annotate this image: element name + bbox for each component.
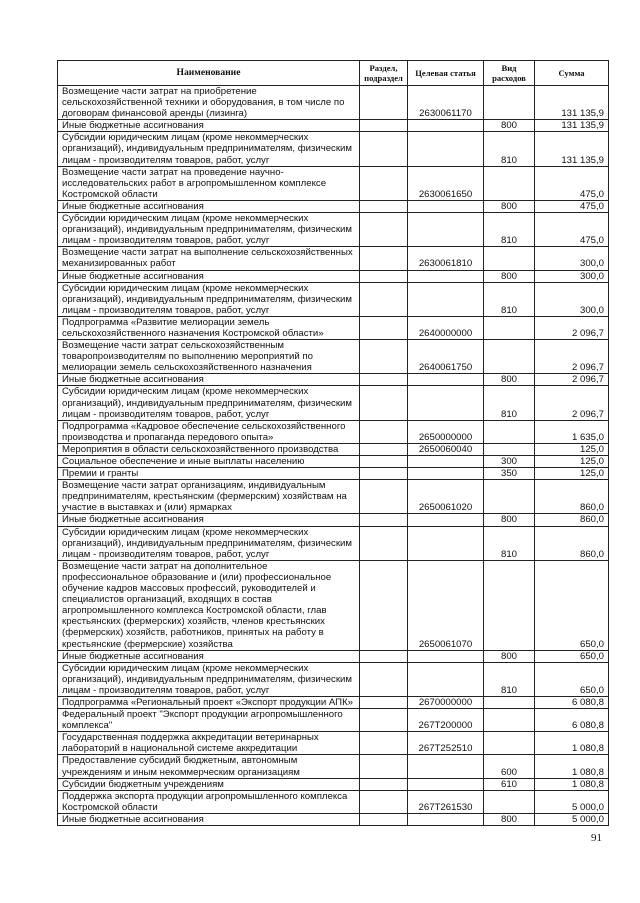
cell-section bbox=[360, 813, 408, 825]
cell-type bbox=[484, 86, 535, 120]
cell-target bbox=[408, 374, 484, 386]
cell-type: 600 bbox=[484, 755, 535, 778]
cell-section bbox=[360, 662, 408, 696]
table-row bbox=[58, 386, 609, 420]
table-row bbox=[58, 526, 609, 560]
cell-section bbox=[360, 200, 408, 212]
cell-name: Мероприятия в области сельскохозяйственного производства bbox=[58, 443, 360, 455]
header-section: Раздел, подраздел bbox=[360, 61, 408, 86]
table-row bbox=[58, 662, 609, 696]
cell-sum: 2 096,7 bbox=[535, 374, 609, 386]
cell-name: Возмещение части затрат на дополнительное профессиональное образование и (или) профессиональное обучение кадров массовых профессий, руководителей и специалистов организаций, входящих в состав агропромышленного комплекса Костромской области, глав крестьянских (фермерских) хозяйств, членов крестьянских (фермерских) хозяйств, работников, принятых на работу в крестьянские (фермерские) хозяйства bbox=[58, 560, 360, 650]
cell-type: 800 bbox=[484, 514, 535, 526]
cell-section bbox=[360, 468, 408, 480]
table-row bbox=[58, 560, 609, 650]
cell-name: Предоставление субсидий бюджетным, автономным учреждениям и иным некоммерческим организациям bbox=[58, 755, 360, 778]
cell-target: 267T200000 bbox=[408, 709, 484, 732]
table-row bbox=[58, 480, 609, 514]
cell-target: 2650061020 bbox=[408, 480, 484, 514]
cell-sum: 1 080,8 bbox=[535, 755, 609, 778]
cell-sum: 2 096,7 bbox=[535, 340, 609, 374]
cell-type: 810 bbox=[484, 282, 535, 316]
cell-type bbox=[484, 790, 535, 813]
cell-name: Поддержка экспорта продукции агропромышленного комплекса Костромской области bbox=[58, 790, 360, 813]
cell-sum: 650,0 bbox=[535, 662, 609, 696]
cell-type: 800 bbox=[484, 813, 535, 825]
cell-name: Возмещение части затрат сельскохозяйственным товаропроизводителям по выполнению мероприятий по мелиорации земель сельскохозяйственного назначения bbox=[58, 340, 360, 374]
table-row bbox=[58, 132, 609, 166]
cell-type bbox=[484, 696, 535, 708]
cell-sum: 1 080,8 bbox=[535, 732, 609, 755]
cell-target bbox=[408, 270, 484, 282]
budget-table bbox=[57, 60, 609, 826]
cell-type bbox=[484, 166, 535, 200]
cell-section bbox=[360, 86, 408, 120]
table-row bbox=[58, 778, 609, 790]
cell-sum: 475,0 bbox=[535, 200, 609, 212]
cell-type: 800 bbox=[484, 650, 535, 662]
header-type: Вид расходов bbox=[484, 61, 535, 86]
cell-type: 800 bbox=[484, 270, 535, 282]
cell-type: 800 bbox=[484, 374, 535, 386]
cell-type: 810 bbox=[484, 386, 535, 420]
table-header-row bbox=[58, 61, 609, 86]
cell-name: Иные бюджетные ассигнования bbox=[58, 514, 360, 526]
cell-sum: 125,0 bbox=[535, 468, 609, 480]
table-row bbox=[58, 650, 609, 662]
cell-name: Возмещение части затрат организациям, индивидуальным предпринимателям, крестьянским (фермерским) хозяйствам на участие в выставках и (или) ярмарках bbox=[58, 480, 360, 514]
table-row bbox=[58, 732, 609, 755]
cell-name: Премии и гранты bbox=[58, 468, 360, 480]
cell-name: Иные бюджетные ассигнования bbox=[58, 200, 360, 212]
cell-type bbox=[484, 340, 535, 374]
page-number: 91 bbox=[591, 832, 602, 844]
cell-sum: 300,0 bbox=[535, 247, 609, 270]
cell-target bbox=[408, 120, 484, 132]
cell-target: 267T261530 bbox=[408, 790, 484, 813]
cell-target bbox=[408, 778, 484, 790]
table-row bbox=[58, 86, 609, 120]
table-row bbox=[58, 755, 609, 778]
cell-section bbox=[360, 480, 408, 514]
cell-section bbox=[360, 166, 408, 200]
cell-section bbox=[360, 514, 408, 526]
cell-sum: 650,0 bbox=[535, 650, 609, 662]
cell-name: Иные бюджетные ассигнования bbox=[58, 813, 360, 825]
cell-target bbox=[408, 755, 484, 778]
cell-target: 2650060040 bbox=[408, 443, 484, 455]
table-row bbox=[58, 468, 609, 480]
cell-sum: 475,0 bbox=[535, 166, 609, 200]
table-row bbox=[58, 120, 609, 132]
cell-section bbox=[360, 282, 408, 316]
cell-type: 800 bbox=[484, 120, 535, 132]
cell-target: 267T252510 bbox=[408, 732, 484, 755]
cell-sum: 860,0 bbox=[535, 514, 609, 526]
cell-target: 2630061810 bbox=[408, 247, 484, 270]
cell-target bbox=[408, 468, 484, 480]
cell-section bbox=[360, 316, 408, 339]
cell-section bbox=[360, 374, 408, 386]
table-row bbox=[58, 316, 609, 339]
table-row bbox=[58, 374, 609, 386]
table-row bbox=[58, 696, 609, 708]
cell-section bbox=[360, 790, 408, 813]
cell-type: 810 bbox=[484, 213, 535, 247]
cell-sum: 300,0 bbox=[535, 270, 609, 282]
table-row bbox=[58, 456, 609, 468]
cell-sum: 131 135,9 bbox=[535, 120, 609, 132]
cell-name: Субсидии юридическим лицам (кроме некоммерческих организаций), индивидуальным предпринимателям, физическим лицам - производителям товаров, работ, услуг bbox=[58, 132, 360, 166]
cell-section bbox=[360, 420, 408, 443]
cell-name: Возмещение части затрат на приобретение сельскохозяйственной техники и оборудования, в том числе по договорам финансовой аренды (лизинга) bbox=[58, 86, 360, 120]
cell-name: Иные бюджетные ассигнования bbox=[58, 650, 360, 662]
cell-target bbox=[408, 132, 484, 166]
cell-target bbox=[408, 386, 484, 420]
table-row bbox=[58, 200, 609, 212]
cell-section bbox=[360, 443, 408, 455]
cell-target bbox=[408, 813, 484, 825]
cell-name: Иные бюджетные ассигнования bbox=[58, 270, 360, 282]
cell-type: 810 bbox=[484, 132, 535, 166]
header-sum: Сумма bbox=[535, 61, 609, 86]
cell-name: Субсидии юридическим лицам (кроме некоммерческих организаций), индивидуальным предпринимателям, физическим лицам - производителям товаров, работ, услуг bbox=[58, 282, 360, 316]
cell-target bbox=[408, 456, 484, 468]
cell-target bbox=[408, 650, 484, 662]
cell-type: 350 bbox=[484, 468, 535, 480]
cell-sum: 131 135,9 bbox=[535, 132, 609, 166]
cell-type bbox=[484, 443, 535, 455]
cell-sum: 2 096,7 bbox=[535, 386, 609, 420]
cell-section bbox=[360, 696, 408, 708]
cell-name: Иные бюджетные ассигнования bbox=[58, 374, 360, 386]
cell-target: 2640000000 bbox=[408, 316, 484, 339]
cell-target: 2670000000 bbox=[408, 696, 484, 708]
cell-sum: 125,0 bbox=[535, 443, 609, 455]
cell-target bbox=[408, 662, 484, 696]
cell-name: Государственная поддержка аккредитации ветеринарных лабораторий в национальной системе аккредитации bbox=[58, 732, 360, 755]
cell-type bbox=[484, 247, 535, 270]
table-row bbox=[58, 709, 609, 732]
cell-sum: 475,0 bbox=[535, 213, 609, 247]
cell-type: 300 bbox=[484, 456, 535, 468]
cell-name: Субсидии юридическим лицам (кроме некоммерческих организаций), индивидуальным предпринимателям, физическим лицам - производителям товаров, работ, услуг bbox=[58, 386, 360, 420]
cell-name: Возмещение части затрат на выполнение сельскохозяйственных механизированных работ bbox=[58, 247, 360, 270]
table-row bbox=[58, 247, 609, 270]
cell-section bbox=[360, 132, 408, 166]
table-row bbox=[58, 270, 609, 282]
table-row bbox=[58, 282, 609, 316]
cell-type bbox=[484, 732, 535, 755]
cell-section bbox=[360, 386, 408, 420]
cell-sum: 300,0 bbox=[535, 282, 609, 316]
cell-sum: 6 080,8 bbox=[535, 696, 609, 708]
cell-sum: 125,0 bbox=[535, 456, 609, 468]
table-row bbox=[58, 514, 609, 526]
budget-table-page bbox=[57, 60, 608, 826]
cell-section bbox=[360, 650, 408, 662]
cell-type: 810 bbox=[484, 662, 535, 696]
cell-type bbox=[484, 420, 535, 443]
table-row bbox=[58, 213, 609, 247]
cell-section bbox=[360, 456, 408, 468]
cell-sum: 860,0 bbox=[535, 480, 609, 514]
cell-section bbox=[360, 120, 408, 132]
cell-target: 2630061650 bbox=[408, 166, 484, 200]
cell-type: 800 bbox=[484, 200, 535, 212]
table-row bbox=[58, 420, 609, 443]
cell-type bbox=[484, 560, 535, 650]
cell-sum: 2 096,7 bbox=[535, 316, 609, 339]
cell-section bbox=[360, 340, 408, 374]
table-row bbox=[58, 443, 609, 455]
header-name: Наименование bbox=[58, 61, 360, 86]
cell-section bbox=[360, 270, 408, 282]
cell-target bbox=[408, 282, 484, 316]
cell-name: Субсидии юридическим лицам (кроме некоммерческих организаций), индивидуальным предпринимателям, физическим лицам - производителям товаров, работ, услуг bbox=[58, 526, 360, 560]
cell-sum: 860,0 bbox=[535, 526, 609, 560]
cell-section bbox=[360, 213, 408, 247]
cell-type bbox=[484, 316, 535, 339]
cell-type bbox=[484, 709, 535, 732]
cell-name: Подпрограмма «Кадровое обеспечение сельскохозяйственного производства и пропаганда передового опыта» bbox=[58, 420, 360, 443]
cell-section bbox=[360, 526, 408, 560]
cell-target bbox=[408, 526, 484, 560]
cell-target: 2640061750 bbox=[408, 340, 484, 374]
cell-name: Иные бюджетные ассигнования bbox=[58, 120, 360, 132]
cell-sum: 5 000,0 bbox=[535, 790, 609, 813]
cell-target: 2650000000 bbox=[408, 420, 484, 443]
header-target: Целевая статья bbox=[408, 61, 484, 86]
cell-section bbox=[360, 732, 408, 755]
cell-target bbox=[408, 200, 484, 212]
table-row bbox=[58, 813, 609, 825]
cell-target: 2630061170 bbox=[408, 86, 484, 120]
cell-section bbox=[360, 778, 408, 790]
cell-name: Подпрограмма «Региональный проект «Экспорт продукции АПК» bbox=[58, 696, 360, 708]
table-row bbox=[58, 790, 609, 813]
cell-name: Подпрограмма «Развитие мелиорации земель сельскохозяйственного назначения Костромской области» bbox=[58, 316, 360, 339]
cell-sum: 5 000,0 bbox=[535, 813, 609, 825]
cell-target bbox=[408, 213, 484, 247]
cell-sum: 1 635,0 bbox=[535, 420, 609, 443]
table-body bbox=[58, 86, 609, 826]
cell-target bbox=[408, 514, 484, 526]
cell-section bbox=[360, 247, 408, 270]
cell-name: Субсидии юридическим лицам (кроме некоммерческих организаций), индивидуальным предпринимателям, физическим лицам - производителям товаров, работ, услуг bbox=[58, 213, 360, 247]
cell-sum: 1 080,8 bbox=[535, 778, 609, 790]
cell-sum: 131 135,9 bbox=[535, 86, 609, 120]
cell-section bbox=[360, 560, 408, 650]
table-row bbox=[58, 166, 609, 200]
cell-type bbox=[484, 480, 535, 514]
cell-type: 610 bbox=[484, 778, 535, 790]
table-row bbox=[58, 340, 609, 374]
cell-name: Возмещение части затрат на проведение научно-исследовательских работ в агропромышленном комплексе Костромской области bbox=[58, 166, 360, 200]
cell-name: Субсидии юридическим лицам (кроме некоммерческих организаций), индивидуальным предпринимателям, физическим лицам - производителям товаров, работ, услуг bbox=[58, 662, 360, 696]
cell-name: Субсидии бюджетным учреждениям bbox=[58, 778, 360, 790]
cell-name: Социальное обеспечение и иные выплаты населению bbox=[58, 456, 360, 468]
cell-section bbox=[360, 709, 408, 732]
cell-name: Федеральный проект "Экспорт продукции агропромышленного комплекса" bbox=[58, 709, 360, 732]
cell-sum: 650,0 bbox=[535, 560, 609, 650]
cell-type: 810 bbox=[484, 526, 535, 560]
cell-section bbox=[360, 755, 408, 778]
cell-target: 2650061070 bbox=[408, 560, 484, 650]
cell-sum: 6 080,8 bbox=[535, 709, 609, 732]
